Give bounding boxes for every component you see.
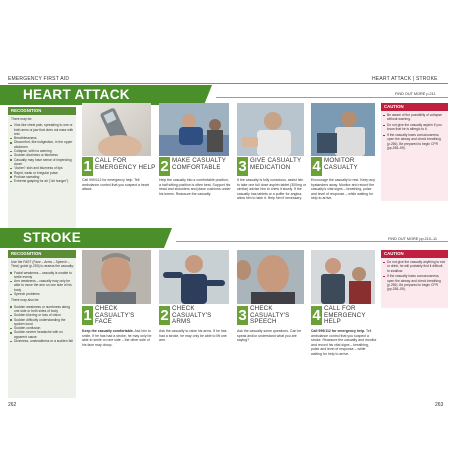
stroke-step-4-title: CALL FOR EMERGENCY HELP — [324, 305, 366, 326]
heart-step-3-text: If the casualty is fully conscious, assist him to take one full dose aspirin tablet (300mg or similar) advise him to chew it slowly. If the casualty has tablets or a puffer for angina, allow him to take it. Help him if necessary. — [237, 178, 307, 201]
stroke-step-4-number: 4 — [312, 307, 321, 324]
header-separator: | — [412, 76, 415, 82]
medication-illustration — [237, 103, 304, 156]
photo-check-speech — [237, 250, 304, 304]
recognition-item: Dizziness, unsteadiness or a sudden fall — [14, 339, 73, 344]
stroke-recognition-intro2: There may also be: — [11, 298, 40, 303]
caller-illustration — [311, 250, 375, 304]
header-rule — [8, 83, 448, 84]
photo-comfortable-casualty — [159, 103, 229, 156]
monitor-illustration — [311, 103, 375, 156]
caution-item: Be aware of the possibility of collapse without warning. — [387, 113, 446, 122]
photo-call-emergency — [311, 250, 375, 304]
recognition-item: Sudden blurring or loss of vision — [14, 313, 74, 317]
heart-caution-box — [381, 103, 448, 201]
heart-recognition-list — [8, 123, 76, 183]
speech-illustration — [237, 250, 304, 304]
stroke-step-1-body: Ask him to smile. If he has had a stroke, he may only be able to smile on one side – the other side of his face may droop. — [82, 329, 152, 347]
stroke-step-4-text — [311, 329, 377, 357]
stroke-title: STROKE — [23, 230, 82, 245]
heart-caution-heading: CAUTION — [381, 103, 448, 111]
running-header-right — [372, 76, 438, 82]
heart-step-4-title: MONITOR CASUALTY — [324, 157, 358, 171]
stroke-caution-box — [381, 250, 448, 308]
stroke-step-4-lead: Call 999/112 for emergency help. — [311, 329, 366, 333]
photo-medication — [237, 103, 304, 156]
heart-step-2-text: Help the casualty into a comfortable position; a half sitting position is often best. Support his head and shoulders and place cushions under his knees. Reassure the casualty. — [159, 178, 231, 196]
stroke-caution-heading: CAUTION — [381, 250, 448, 258]
heart-step-1-title: CALL FOR EMERGENCY HELP — [95, 157, 156, 171]
stroke-recognition-list-fast — [8, 271, 76, 297]
page-number-right: 263 — [435, 402, 444, 408]
stroke-step-1-title: CHECK CASUALTY'S FACE — [95, 305, 135, 326]
heart-caution-list — [381, 113, 448, 150]
heart-recognition-intro: There may be: — [11, 117, 33, 121]
recognition-item: Extreme gasping for air ("air hunger") — [14, 179, 74, 183]
recognition-item: Facial weakness – casualty is unable to smile evenly — [14, 271, 74, 280]
page-number-left: 262 — [8, 402, 17, 408]
recognition-item: "Ashen" skin and blueness of lips — [14, 166, 74, 170]
heart-step-3-title: GIVE CASUALTY MEDICATION — [250, 157, 302, 171]
heart-step-2-title: MAKE CASUALTY COMFORTABLE — [172, 157, 227, 171]
heart-step-4-number: 4 — [312, 158, 321, 175]
heart-title-rule — [216, 97, 448, 98]
stroke-step-2-title: CHECK CASUALTY'S ARMS — [172, 305, 212, 326]
heart-step-2-number: 2 — [160, 158, 169, 175]
heart-step-1-number: 1 — [83, 158, 92, 175]
caution-item: Do not give the casualty anything to eat or drink; he will probably find it difficult to swallow. — [387, 260, 445, 273]
recognition-item: Breathlessness — [14, 136, 74, 140]
header-stroke: STROKE — [415, 76, 438, 82]
stroke-recognition-list-other — [8, 305, 76, 344]
recognition-item: Arm weakness – casualty may only be able to move the arm on one side of his body — [14, 279, 74, 292]
recognition-item: Sudden dizziness or faintness — [14, 153, 74, 157]
seated-casualty-illustration — [159, 103, 229, 156]
stroke-step-2-text: Ask the casualty to raise his arms. If he has had a stroke, he may only be able to lift one arm. — [159, 329, 227, 343]
heart-step-1-text: Call 999/112 for emergency help. Tell ambulance control that you suspect a heart attack. — [82, 178, 149, 192]
recognition-item: Profuse sweating — [14, 175, 74, 179]
stroke-step-1-text — [82, 329, 154, 347]
stroke-find-out-more[interactable]: FIND OUT MORE pp.210–11 — [388, 237, 438, 241]
caution-item: Do not give the casualty aspirin if you know that he is allergic to it. — [387, 123, 446, 132]
recognition-item: Sudden weakness or numbness along one side or both sides of body — [14, 305, 74, 314]
caution-item: If the casualty loses consciousness, open the airway and check breathing (p.256). Be prepared to begin CPR (pp.258–59). — [387, 133, 446, 150]
stroke-recognition-heading: RECOGNITION — [8, 250, 76, 258]
photo-check-face — [82, 250, 151, 304]
stroke-title-rule — [176, 241, 448, 242]
stroke-caution-list — [381, 260, 448, 292]
stroke-step-1-lead: Keep the casualty comfortable. — [82, 329, 134, 333]
stroke-step-3-number: 3 — [238, 307, 247, 324]
face-illustration — [82, 250, 151, 304]
stroke-step-3-text: Ask the casualty some questions. Can he speak and/or understand what you are saying? — [237, 329, 302, 343]
recognition-item: Sudden confusion — [14, 326, 74, 330]
stroke-step-3-title: CHECK CASUALTY'S SPEECH — [250, 305, 290, 326]
recognition-item: Discomfort, like indigestion, in the upper abdomen — [14, 140, 73, 149]
photo-calling-phone — [82, 103, 151, 156]
recognition-item: Sudden difficulty understanding the spoken word — [14, 318, 74, 327]
running-header-left: EMERGENCY FIRST AID — [8, 76, 70, 82]
recognition-item: Vice-like chest pain, spreading to one or both arms or jaw that does not ease with rest — [14, 123, 74, 136]
recognition-item: Casualty may have sense of impending doom — [14, 158, 74, 167]
header-heart-attack: HEART ATTACK — [372, 76, 412, 82]
recognition-item: Collapse, with no warning — [14, 149, 74, 153]
stroke-step-2-number: 2 — [160, 307, 169, 324]
stroke-recognition-box — [8, 250, 76, 398]
photo-monitor-casualty — [311, 103, 375, 156]
heart-step-4-text: Encourage the casualty to rest. Keep any bystanders away. Monitor and record the casualty's vital signs – breathing, pulse and level of response – while waiting for help to arrive. — [311, 178, 376, 201]
stroke-step-4-body: Tell ambulance control that you suspect a stroke. Reassure the casualty and monitor and record his vital signs – breathing, pulse and level of response – while waiting for help to arrive. — [311, 329, 377, 356]
caution-item: If the casualty loses consciousness, open the airway and check breathing (p.256). Be prepared to begin CPR (pp.258–59). — [387, 274, 446, 291]
heart-recognition-heading: RECOGNITION — [8, 107, 76, 115]
recognition-item: Speech problems — [14, 292, 74, 296]
heart-find-out-more[interactable]: FIND OUT MORE p.211 — [395, 92, 436, 96]
recognition-item: Sudden severe headache with no apparent cause — [14, 330, 74, 339]
heart-step-3-number: 3 — [238, 158, 247, 175]
photo-check-arms — [159, 250, 229, 304]
heart-attack-title: HEART ATTACK — [23, 87, 130, 102]
heart-recognition-box — [8, 107, 76, 232]
arms-illustration — [159, 250, 229, 304]
phone-illustration — [82, 103, 151, 156]
recognition-item: Rapid, weak or irregular pulse — [14, 171, 74, 175]
stroke-step-1-number: 1 — [83, 307, 92, 324]
stroke-recognition-intro: Use the FAST (Face – Arms – Speech – Time) guide (p.253) to assess the casualty: — [11, 260, 74, 269]
